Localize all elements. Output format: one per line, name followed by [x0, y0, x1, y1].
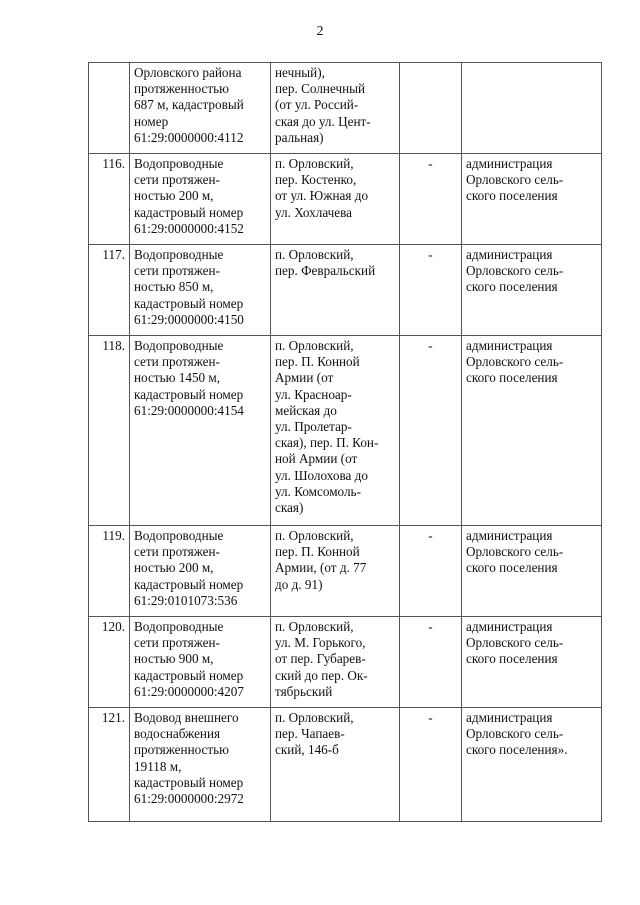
table-row	[89, 154, 602, 245]
table-row	[89, 63, 602, 154]
page-number: 2	[316, 24, 324, 39]
object-address: п. Орловский, пер. Костенко, от ул. Южная до ул. Хохлачева	[271, 154, 400, 245]
object-characteristic: -	[400, 526, 462, 617]
row-number: 118.	[89, 336, 130, 526]
object-name: Водопроводные сети протяжен- ностью 200 м, кадастровый номер 61:29:0000000:4152	[130, 154, 271, 245]
object-address: п. Орловский, пер. Февральский	[271, 245, 400, 336]
row-number: 120.	[89, 617, 130, 708]
object-name: Водопроводные сети протяжен- ностью 900 м, кадастровый номер 61:29:0000000:4207	[130, 617, 271, 708]
object-characteristic: -	[400, 336, 462, 526]
object-address: п. Орловский, ул. М. Горького, от пер. Губарев- ский до пер. Ок- тябрьский	[271, 617, 400, 708]
object-address: п. Орловский, пер. П. Конной Армии, (от д. 77 до д. 91)	[271, 526, 400, 617]
object-owner: администрация Орловского сель- ского поселения	[462, 336, 602, 526]
object-address: нечный), пер. Солнечный (от ул. Россий- ская до ул. Цент- ральная)	[271, 63, 400, 154]
object-characteristic: -	[400, 708, 462, 822]
object-owner: администрация Орловского сель- ского поселения	[462, 245, 602, 336]
object-name: Водопроводные сети протяжен- ностью 1450 м, кадастровый номер 61:29:0000000:4154	[130, 336, 271, 526]
row-number: 117.	[89, 245, 130, 336]
object-address: п. Орловский, пер. Чапаев- ский, 146-б	[271, 708, 400, 822]
table-row	[89, 336, 602, 526]
object-characteristic: -	[400, 617, 462, 708]
object-characteristic	[400, 63, 462, 154]
property-registry-table	[88, 62, 602, 822]
table-row	[89, 708, 602, 822]
object-owner	[462, 63, 602, 154]
table-row	[89, 245, 602, 336]
row-number	[89, 63, 130, 154]
object-owner: администрация Орловского сель- ского поселения	[462, 526, 602, 617]
object-owner: администрация Орловского сель- ского поселения	[462, 617, 602, 708]
object-characteristic: -	[400, 245, 462, 336]
row-number: 119.	[89, 526, 130, 617]
object-characteristic: -	[400, 154, 462, 245]
object-owner: администрация Орловского сель- ского поселения	[462, 154, 602, 245]
object-name: Водопроводные сети протяжен- ностью 850 м, кадастровый номер 61:29:0000000:4150	[130, 245, 271, 336]
table-row	[89, 617, 602, 708]
row-number: 116.	[89, 154, 130, 245]
object-name: Водопроводные сети протяжен- ностью 200 м, кадастровый номер 61:29:0101073:536	[130, 526, 271, 617]
object-name: Водовод внешнего водоснабжения протяженностью 19118 м, кадастровый номер 61:29:0000000:2972	[130, 708, 271, 822]
object-address: п. Орловский, пер. П. Конной Армии (от ул. Красноар- мейская до ул. Пролетар- ская), пер. П. Кон- ной Армии (от ул. Шолохова до ул. Комсомоль- ская)	[271, 336, 400, 526]
object-owner: администрация Орловского сель- ского поселения».	[462, 708, 602, 822]
row-number: 121.	[89, 708, 130, 822]
table-row	[89, 526, 602, 617]
object-name: Орловского района протяженностью 687 м, кадастровый номер 61:29:0000000:4112	[130, 63, 271, 154]
